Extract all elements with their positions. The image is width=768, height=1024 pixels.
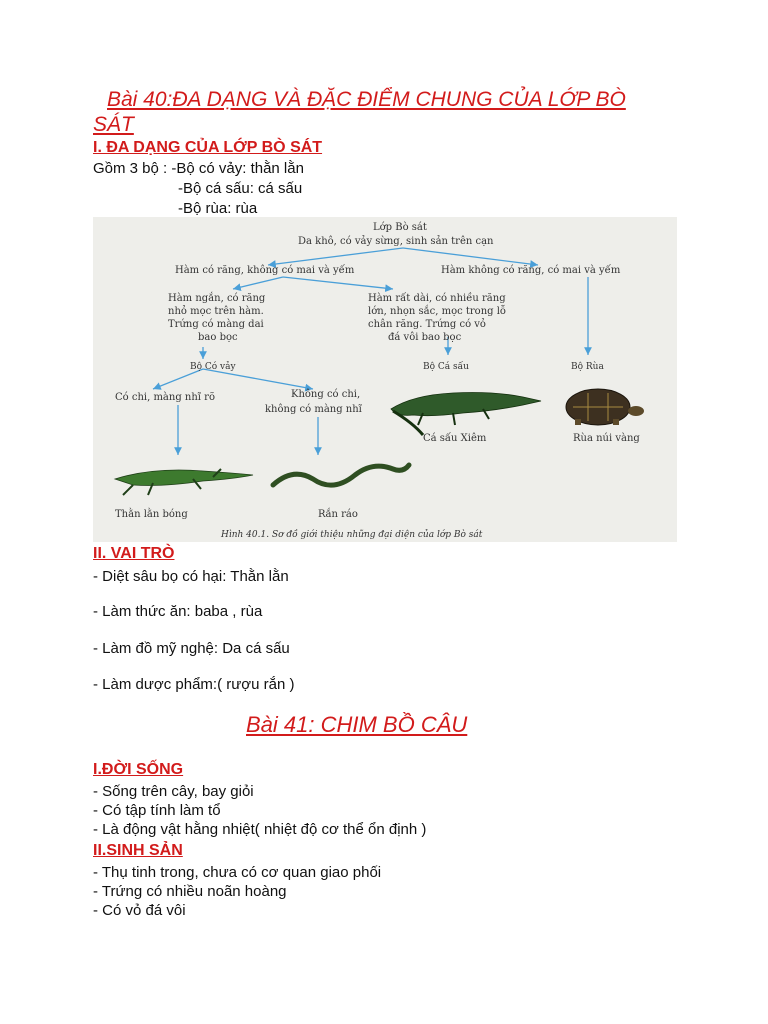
- scaly-a-text: Có chi, màng nhĩ rõ: [115, 392, 215, 403]
- role-item-3: - Làm đồ mỹ nghệ: Da cá sấu: [93, 640, 290, 657]
- animal-lizard-label: Thằn lằn bóng: [115, 509, 188, 520]
- arrow-root-right: [403, 248, 538, 265]
- life-item-2: - Có tập tính làm tổ: [93, 802, 221, 819]
- section-roles-heading: II. VAI TRÒ: [93, 545, 175, 562]
- svg-text:chân răng. Trứng có vỏ: chân răng. Trứng có vỏ: [368, 319, 486, 330]
- branch-right-text: Hàm không có răng, có mai và yếm: [441, 265, 621, 276]
- svg-text:bao bọc: bao bọc: [198, 332, 238, 343]
- reproduction-item-2: - Trứng có nhiều noãn hoàng: [93, 883, 287, 900]
- crocodile-illustration: [391, 393, 541, 436]
- svg-text:đá vôi bao bọc: đá vôi bao bọc: [388, 332, 462, 343]
- arrow-scaly-a: [153, 369, 203, 389]
- reproduction-item-1: - Thụ tinh trong, chưa có cơ quan giao phối: [93, 864, 382, 881]
- role-item-2: - Làm thức ăn: baba , rùa: [93, 603, 263, 620]
- order-line-1: Gồm 3 bộ : -Bộ có vảy: thằn lằn: [93, 160, 304, 177]
- diagram-root: Lớp Bò sát: [373, 222, 427, 233]
- section-diversity-heading: I. ĐA DẠNG CỦA LỚP BÒ SÁT: [93, 139, 323, 156]
- section-life-heading: I.ĐỜI SỐNG: [93, 761, 184, 778]
- life-item-1: - Sống trên cây, bay giỏi: [93, 783, 254, 800]
- order-line-3: -Bộ rùa: rùa: [178, 200, 258, 217]
- arrow-left-b: [283, 277, 393, 289]
- order-line-2: -Bộ cá sấu: cá sấu: [178, 180, 303, 197]
- turtle-illustration: [566, 389, 644, 425]
- animal-turtle-label: Rùa núi vàng: [573, 433, 640, 444]
- order-scaly-label: Bộ Có vảy: [190, 362, 236, 372]
- reptile-diagram: [93, 217, 677, 542]
- reptile-classification-figure: [93, 217, 677, 542]
- scaly-b-text-1: Không có chi,: [291, 389, 361, 400]
- svg-text:Trứng có màng dai: Trứng có màng dai: [168, 319, 264, 330]
- left-a-desc: [168, 292, 266, 343]
- figure-caption: Hình 40.1. Sơ đồ giới thiệu những đại diện của lớp Bò sát: [221, 530, 483, 540]
- section-reproduction-heading: II.SINH SẢN: [93, 842, 183, 859]
- branch-left-text: Hàm có răng, không có mai và yếm: [175, 265, 355, 276]
- svg-text:Hàm ngắn, có răng: Hàm ngắn, có răng: [168, 293, 266, 304]
- lesson40-title-line1: Bài 40:ĐA DẠNG VÀ ĐẶC ĐIỂM CHUNG CỦA LỚP BÒ: [107, 88, 626, 111]
- lizard-illustration: [115, 469, 253, 495]
- arrow-scaly-b: [203, 369, 313, 389]
- animal-snake-label: Rắn ráo: [318, 509, 358, 520]
- arrow-left-a: [233, 277, 283, 289]
- role-item-1: - Diệt sâu bọ có hại: Thằn lằn: [93, 568, 289, 585]
- reproduction-item-3: - Có vỏ đá vôi: [93, 902, 186, 919]
- svg-text:nhỏ mọc trên hàm.: nhỏ mọc trên hàm.: [168, 306, 264, 317]
- arrow-root-left: [268, 248, 403, 265]
- svg-text:Hàm rất dài, có nhiều răng: Hàm rất dài, có nhiều răng: [368, 293, 506, 304]
- scaly-b-text-2: không có màng nhĩ: [265, 404, 362, 415]
- role-item-4: - Làm dược phẩm:( rượu rắn ): [93, 676, 295, 693]
- animal-croc-label: Cá sấu Xiêm: [423, 433, 487, 444]
- life-item-3: - Là động vật hằng nhiệt( nhiệt độ cơ thể ổn định ): [93, 821, 427, 838]
- order-turtle-label: Bộ Rùa: [571, 362, 604, 372]
- lesson41-title: Bài 41: CHIM BỒ CÂU: [246, 712, 468, 737]
- svg-text:lớn, nhọn sắc, mọc trong lỗ: lớn, nhọn sắc, mọc trong lỗ: [368, 306, 507, 317]
- snake-illustration: [273, 465, 409, 485]
- order-croc-label: Bộ Cá sấu: [423, 362, 469, 372]
- diagram-root-desc: Da khô, có vảy sừng, sinh sản trên cạn: [298, 236, 494, 247]
- lesson40-title-line2: SÁT: [93, 113, 134, 136]
- left-b-desc: [368, 292, 506, 343]
